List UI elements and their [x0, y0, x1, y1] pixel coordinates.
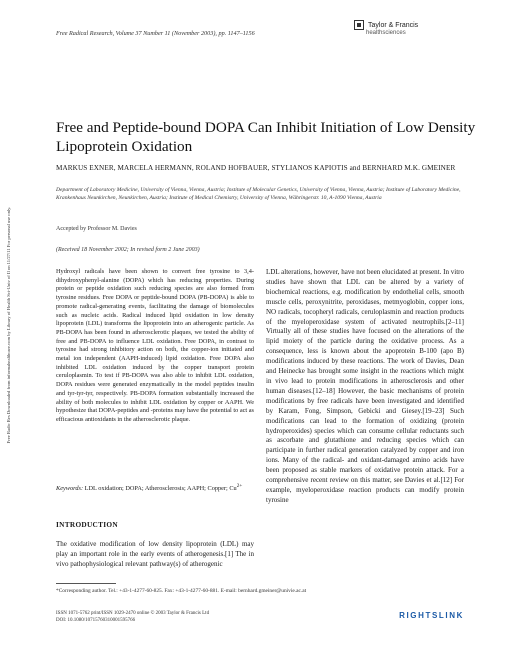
introduction-text: The oxidative modification of low density lipoprotein (LDL) may play an important role in the early events of atherogenesis.[1] The in vivo pathophysiological relevant pathway(s) of atherogenic — [56, 540, 254, 568]
footnote-divider — [56, 583, 116, 584]
right-column-text: LDL alterations, however, have not been elucidated at present. In vitro studies have shown that LDL can be altered by a variety of biochemical reactions, e.g. modification by endothelial cells, smooth muscle cells, peroxynitrite, peroxidases, metmyoglobin, copper ions, NO radicals, tocopheryl radicals, ceruloplasmin and reaction products of the myeloperoxidase system of activated neutrophils.[2–11] Virtually all of these studies have focused on the alterations of the lipid moiety of the particle during the oxidative process. As a consequence, less is known about the apoprotein B-100 (apo B) modifications induced by these reactions. The work of Davies, Dean and Heinecke has brought some insight in the reactions which might in vivo lead to protein modifications in atherosclerosis and other human diseases.[12–18] However, the basic mechanisms of protein modifications by free radicals have been investigated and identified by Karam, Fong, Simpson, Gebicki and Giesey.[19–23] Such modifications can lead to the formation of oxidizing (protein hydroperoxides) species which can consume cellular reductants such as ascorbate and glutathione and reducing species which can participate in further radical generation catalyzed by copper and iron ions. Many of the radical- and oxidant-damaged amino acids have been proposed as stable markers of oxidative protein attack. For a comprehensive recent review on this matter, see Davies et al.[12] For example, myeloperoxidase reaction products can modify protein tyrosine — [266, 268, 464, 504]
keywords-text: LDL oxidation; DOPA; Atherosclerosis; AAPH; Copper; Cu — [84, 485, 237, 493]
rightslink-logo[interactable] — [399, 611, 464, 620]
keywords-superscript: 2+ — [236, 483, 243, 489]
author-list: MARKUS EXNER, MARCELA HERMANN, ROLAND HOFBAUER, STYLIANOS KAPIOTIS and BERNHARD M.K. GMEINER — [56, 164, 456, 172]
section-heading-introduction: INTRODUCTION — [56, 520, 118, 529]
abstract: Hydroxyl radicals have been shown to convert free tyrosine to 3,4-dihydroxyphenyl-alanine (DOPA) which has reducing properties. During protein or peptide oxidation such reducing species are also formed from tyrosine residues. Free DOPA or peptide-bound DOPA (PB-DOPA) is able to promote radical-generating events, facilitating the damage of biomolecules such as nucleic acids. Radical induced lipid oxidation in low density lipoprotein (LDL) transforms the lipoprotein into an atherogenic particle. As PB-DOPA has been found in atherosclerotic plaques, we tested the ability of free and PB-DOPA to influence LDL oxidation. Free DOPA, in contrast to tyrosine had strong inhibitory action on both, the copper-ion initiated and metal ion independent (AAPH-induced) lipid oxidation. Free DOPA also inhibited LDL oxidation induced by the copper transport protein ceruloplasmin. To test if PB-DOPA was also able to inhibit LDL oxidation, DOPA residues were generated enzymatically in the model peptides insulin and tyr-tyr-tyr, respectively. PB-DOPA formation substantially increased the ability of both molecules to inhibit LDL oxidation by copper or AAPH. We hypothesize that DOPA-peptides and -proteins may have the potential to act as efficacious antioxidants in the atherosclerotic plaque. — [56, 268, 254, 423]
rightslink-text[interactable]: RIGHTSLINK — [399, 611, 464, 620]
publisher-subtitle: healthsciences — [366, 30, 406, 36]
issn-doi-block — [56, 610, 306, 624]
received-dates: (Received 18 November 2002; In revised form 2 June 2003) — [56, 247, 200, 253]
journal-citation: Free Radical Research, Volume 37 Number 11 (November 2003), pp. 1147–1156 — [56, 30, 255, 37]
publisher-name: Taylor & Francis — [368, 21, 419, 29]
download-side-note — [6, 195, 34, 455]
issn-line: ISSN 1071-5762 print/ISSN 1029-2470 online © 2003 Taylor & Francis Ltd — [56, 611, 210, 616]
paper-title: Free and Peptide-bound DOPA Can Inhibit Initiation of Low Density Lipoprotein Oxidation — [56, 119, 476, 155]
doi-line: DOI: 10.1080/10715760310001595766 — [56, 618, 136, 623]
publisher-logo-icon — [354, 20, 364, 30]
keywords — [56, 482, 254, 494]
publisher-logo — [354, 20, 464, 36]
accepted-by: Accepted by Professor M. Davies — [56, 226, 137, 232]
affiliations: Department of Laboratory Medicine, University of Vienna, Vienna, Austria; Institute of Molecular Genetics, University of Vienna, Vienna, Austria; Institute of Laboratory Medicine, Krankenhaus Neunkirchen, Neunkirchen, Austria; Institute of Medical Chemistry, University of Vienna, Währingerstr. 10, A-1090 Vienna, Austria — [56, 187, 461, 201]
download-side-note-text: Free Radic Res Downloaded from informahealthcare.com by Library of Health Sci-Univ of Il on 11/27/11 For personal use only. — [6, 206, 11, 444]
corresponding-author-footnote: *Corresponding author. Tel.: +43-1-4277-60-825. Fax: +43-1-4277-60-881. E-mail: bernhard.gmeiner@univie.ac.at — [56, 588, 307, 594]
keywords-label: Keywords: — [56, 485, 84, 493]
